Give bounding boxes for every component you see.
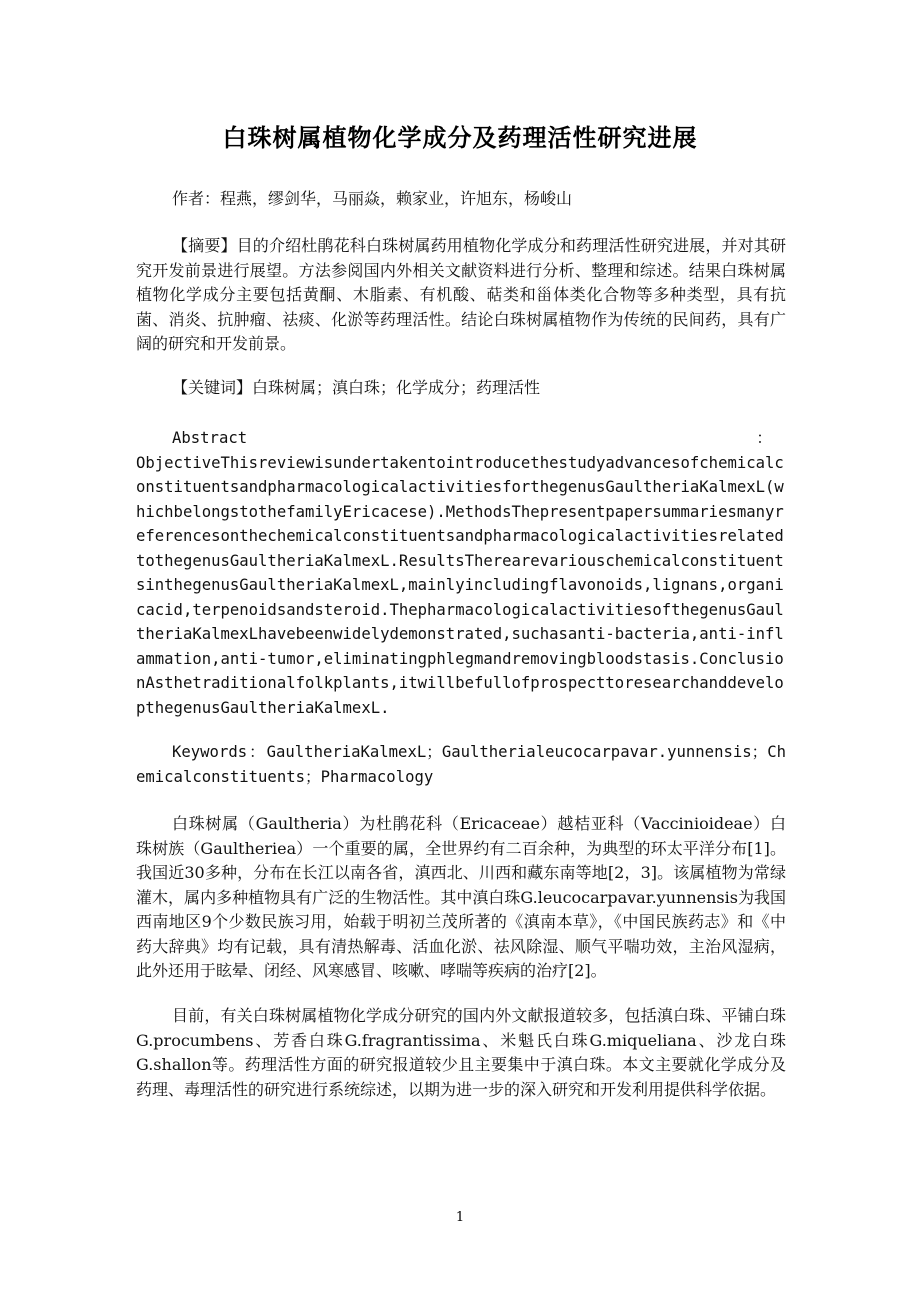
abstract-english-heading	[136, 426, 786, 451]
body-paragraph-1: 白珠树属（Gaultheria）为杜鹃花科（Ericaceae）越桔亚科（Vaccinioideae）白珠树族（Gaultheriea）一个重要的属，全世界约有二百余种，为典型的环太平洋分布[1]。我国近30多种，分布在长江以南各省，滇西北、川西和藏东南等地[2，3]。该属植物为常绿灌木，属内多种植物具有广泛的生物活性。其中滇白珠G.leucocarpavar.yunnensis为我国西南地区9个少数民族习用，始载于明初兰茂所著的《滇南本草》，《中国民族药志》和《中药大辞典》均有记载，具有清热解毒、活血化淤、祛风除湿、顺气平喘功效，主治风湿病，此外还用于眩晕、闭经、风寒感冒、咳嗽、哮喘等疾病的治疗[2]。	[136, 814, 786, 980]
author-line: 作者：程燕，缪剑华，马丽焱，赖家业，许旭东，杨峻山	[172, 189, 573, 208]
keywords-chinese: 【关键词】白珠树属；滇白珠；化学成分；药理活性	[172, 378, 541, 397]
paper-title: 白珠树属植物化学成分及药理活性研究进展	[222, 124, 698, 152]
abstract-english	[136, 426, 786, 720]
abstract-english-text: ObjectiveThisreviewisundertakentointroducethestudyadvancesofchemicalconstituentsandpharmacologicalactivitiesforthegenusGaultheriaKalmexL(whichbelongstothefamilyEricacese).MethodsThepresentpapersummariesmanyreferencesonthechemicalconstituentsandpharmacologicalactivitiesrelatedtothegenusGaultheriaKalmexL.ResultsTherearevariouschemicalconstituentsinthegenusGaultheriaKalmexL,mainlyincludingflavonoids,lignans,organicacid,terpenoidsandsteroid.ThepharmacologicalactivitiesofthegenusGaultheriaKalmexLhavebeenwidelydemonstrated,suchasanti-bacteria,anti-inflammation,anti-tumor,eliminatingphlegmandremovingbloodstasis.ConclusionAsthetraditionalfolkplants,itwillbefullofprospecttoresearchanddevelopthegenusGaultheriaKalmexL.	[136, 453, 784, 717]
abstract-label: Abstract	[172, 429, 248, 447]
page-number: 1	[455, 1210, 465, 1225]
abstract-colon: ：	[756, 429, 772, 447]
abstract-chinese: 【摘要】目的介绍杜鹃花科白珠树属药用植物化学成分和药理活性研究进展，并对其研究开发前景进行展望。方法参阅国内外相关文献资料进行分析、整理和综述。结果白珠树属植物化学成分主要包括黄酮、木脂素、有机酸、萜类和甾体类化合物等多种类型，具有抗菌、消炎、抗肿瘤、祛痰、化淤等药理活性。结论白珠树属植物作为传统的民间药，具有广阔的研究和开发前景。	[136, 236, 786, 353]
keywords-english: Keywords：GaultheriaKalmexL；Gaultherialeucocarpavar.yunnensis；Chemicalconstituents；Pharmacology	[136, 743, 786, 786]
body-paragraph-2: 目前，有关白珠树属植物化学成分研究的国内外文献报道较多，包括滇白珠、平铺白珠G.procumbens、芳香白珠G.fragrantissima、米魁氏白珠G.miqueliana、沙龙白珠G.shallon等。药理活性方面的研究报道较少且主要集中于滇白珠。本文主要就化学成分及药理、毒理活性的研究进行系统综述，以期为进一步的深入研究和开发利用提供科学依据。	[136, 1006, 786, 1099]
